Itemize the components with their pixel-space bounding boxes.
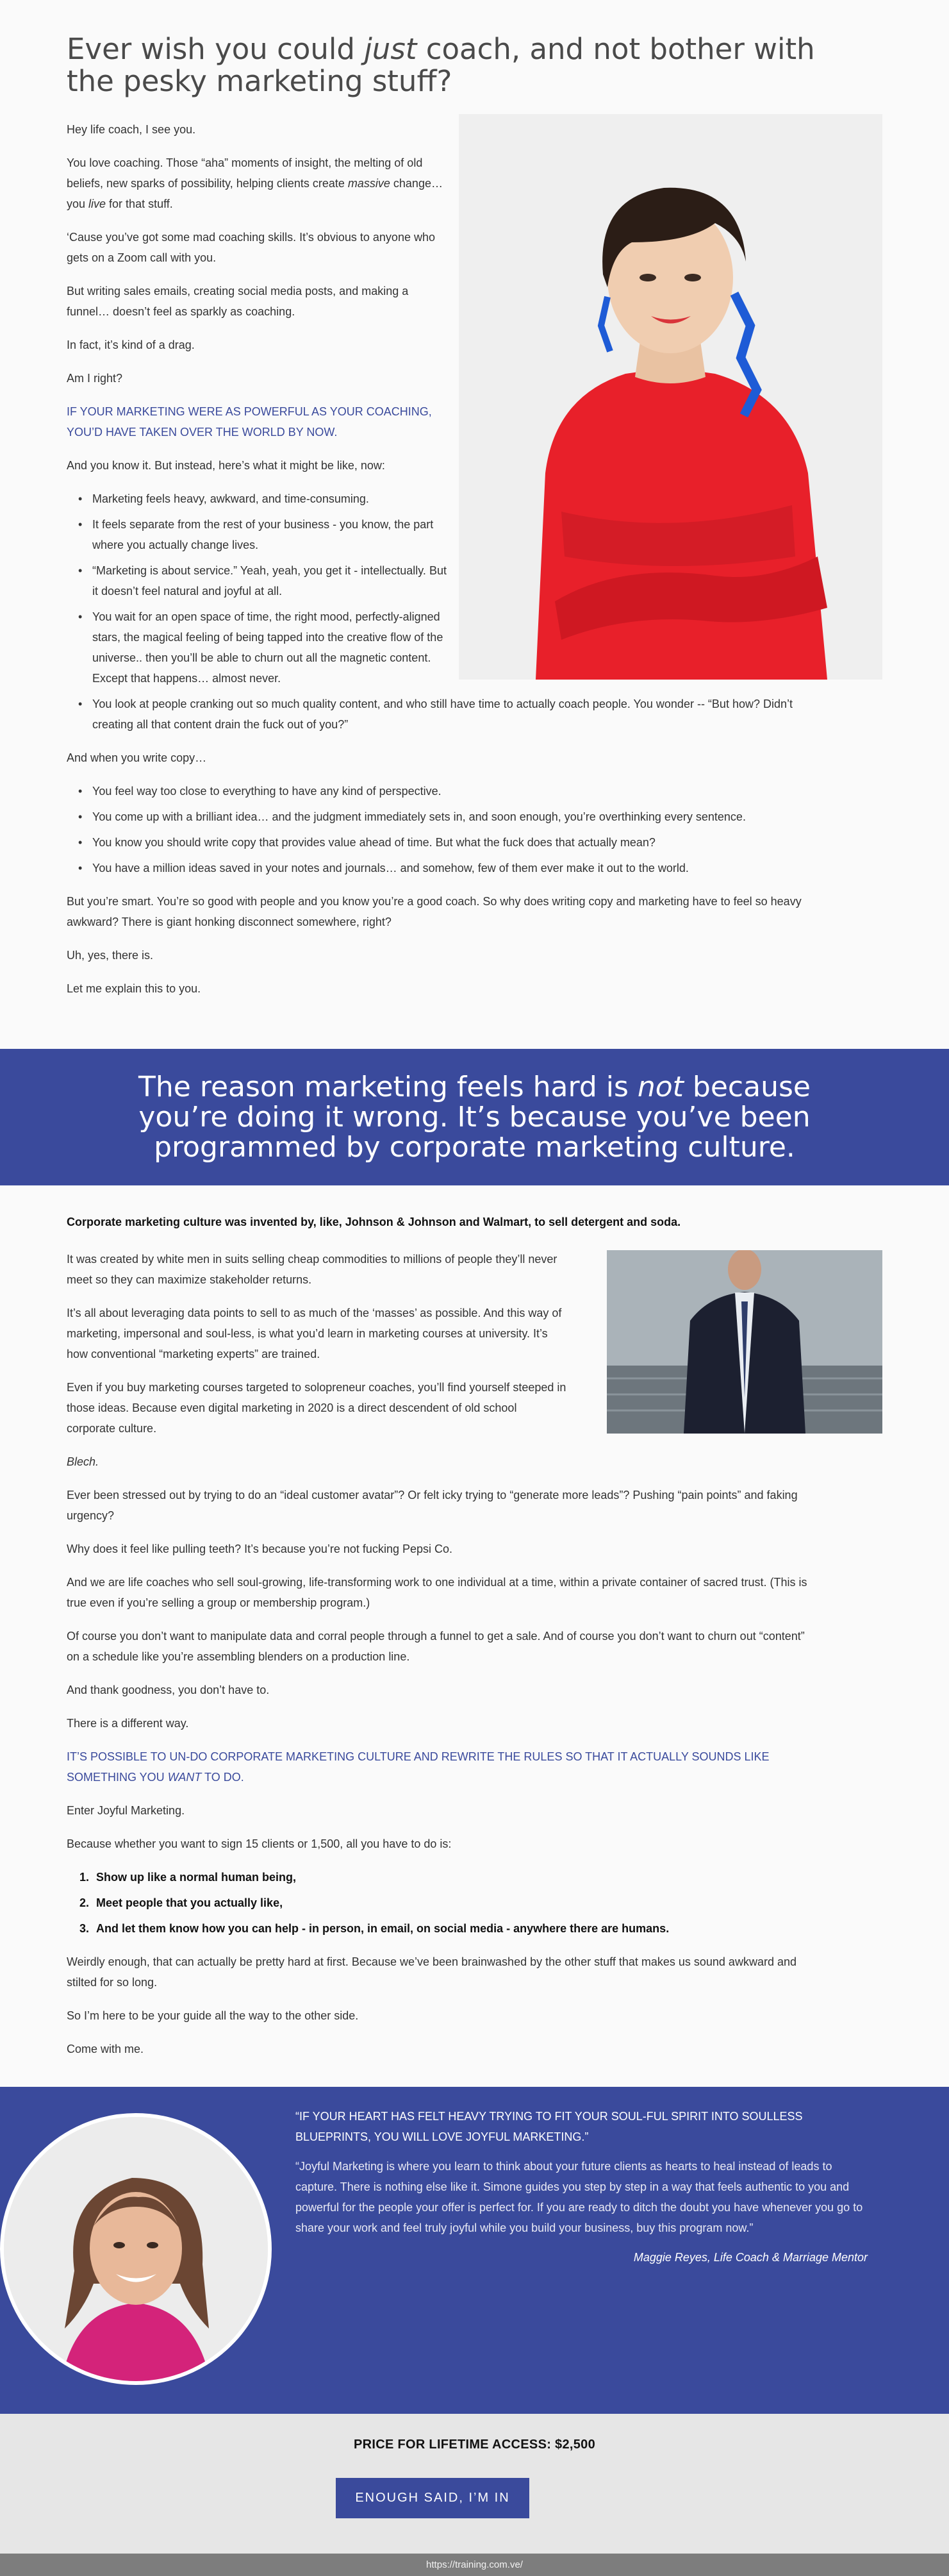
page-title: Ever wish you could just coach, and not bother with the pesky marketing stuff? (67, 32, 815, 98)
paragraph: ‘Cause you’ve got some mad coaching skills. It’s obvious to anyone who gets on a Zoom call with you. (67, 231, 435, 264)
paragraph: You love coaching. Those “aha” moments of insight, the melting of old beliefs, new sparks of possibility, helping clients create massive change… you live for that stuff. (67, 156, 443, 210)
paragraph: And you know it. But instead, here’s what it might be like, now: (67, 459, 385, 472)
testimonial-content (295, 2106, 868, 2268)
testimonial-section (0, 2087, 949, 2414)
paragraph: And we are life coaches who sell soul-growing, life-transforming work to one individual at a time, within a private container of sacred trust. (This is true even if you’re selling a group or membership program.) (67, 1576, 807, 1609)
list-item: 3. And let them know how you can help - in person, in email, on social media - anywhere there are humans. (92, 1918, 816, 1939)
paragraph: But you’re smart. You’re so good with people and you know you’re a good coach. So why does writing copy and marketing have to feel so heavy awkward? There is giant honking disconnect somewhere, right? (67, 895, 802, 928)
price-label: PRICE FOR LIFETIME ACCESS: $2,500 (353, 2438, 595, 2452)
list-item: • You have a million ideas saved in your notes and journals… and somehow, few of them ever make it out to the world. (92, 858, 882, 878)
callout-heading: IT’S POSSIBLE TO UN-DO CORPORATE MARKETING CULTURE AND REWRITE THE RULES SO THAT IT ACTUALLY SOUNDS LIKE SOMETHING YOU WANT TO DO. (67, 1750, 770, 1784)
list-item: 2. Meet people that you actually like, (92, 1893, 816, 1913)
banner-heading: The reason marketing feels hard is not because you’re doing it wrong. It’s because you’ve been programmed by corporate marketing culture. (138, 1071, 811, 1164)
corporate-culture-section (67, 1212, 882, 2072)
list-item: • You feel way too close to everything to have any kind of perspective. (92, 781, 882, 801)
paragraph: Blech. (67, 1455, 99, 1468)
intro-column (67, 119, 451, 476)
list-item: • Marketing feels heavy, awkward, and time-consuming. (92, 489, 451, 509)
testimonial-avatar (0, 2113, 272, 2385)
paragraph: But writing sales emails, creating social media posts, and making a funnel… doesn’t feel as sparkly as coaching. (67, 285, 409, 318)
paragraph: Because whether you want to sign 15 clients or 1,500, all you have to do is: (67, 1837, 452, 1850)
list-item: • You know you should write copy that provides value ahead of time. But what the fuck does that actually mean? (92, 832, 882, 853)
steps-list (67, 1867, 816, 1939)
section-lead: Corporate marketing culture was invented by, like, Johnson & Johnson and Walmart, to sell detergent and soda. (67, 1216, 681, 1228)
pricing-section (0, 2414, 949, 2554)
paragraph: Enter Joyful Marketing. (67, 1804, 185, 1817)
paragraph: There is a different way. (67, 1717, 189, 1730)
copy-pain-list (67, 781, 882, 878)
list-item: • You come up with a brilliant idea… and the judgment immediately sets in, and soon enough, you’re overthinking every sentence. (92, 807, 882, 827)
testimonial-headline: “IF YOUR HEART HAS FELT HEAVY TRYING TO FIT YOUR SOUL-FUL SPIRIT INTO SOULLESS BLUEPRINTS, YOU WILL LOVE JOYFUL MARKETING.” (295, 2110, 803, 2143)
footer-url[interactable]: https://training.com.ve/ (426, 2559, 523, 2570)
paragraph: It’s all about leveraging data points to sell to as much of the ‘masses’ as possible. And this way of marketing, impersonal and soul-less, is what you’d learn in marketing courses at university. It’s how conventional “marketing experts” are trained. (67, 1307, 562, 1360)
coach-portrait-image (459, 114, 882, 680)
paragraph: So I’m here to be your guide all the way to the other side. (67, 2009, 359, 2022)
paragraph: Ever been stressed out by trying to do an “ideal customer avatar”? Or felt icky trying to “generate more leads”? Pushing “pain points” and faking urgency? (67, 1489, 798, 1522)
paragraph: Hey life coach, I see you. (67, 123, 196, 136)
paragraph: Come with me. (67, 2043, 144, 2055)
callout-heading: IF YOUR MARKETING WERE AS POWERFUL AS YOUR COACHING, YOU’D HAVE TAKEN OVER THE WORLD BY NOW. (67, 405, 432, 439)
list-item: • “Marketing is about service.” Yeah, yeah, you get it - intellectually. But it doesn’t feel natural and joyful at all. (92, 560, 451, 601)
testimonial-author: Maggie Reyes, Life Coach & Marriage Mentor (633, 2251, 868, 2264)
paragraph: Weirdly enough, that can actually be pretty hard at first. Because we’ve been brainwashed by the other stuff that makes us sound awkward and stilted for so long. (67, 1955, 796, 1989)
enroll-button[interactable]: ENOUGH SAID, I’M IN (336, 2478, 529, 2518)
paragraph: Even if you buy marketing courses targeted to solopreneur coaches, you’ll find yourself steeped in those ideas. Because even digital marketing in 2020 is a direct descendent of old school corporate culture. (67, 1381, 566, 1435)
testimonial-quote: “Joyful Marketing is where you learn to think about your future clients as hearts to heal instead of leads to capture. There is nothing else like it. Simone guides you step by step in a way that feels authentic to you and powerful for the people your offer is perfect for. If you are ready to ditch the doubt you have whenever you go to share your work and feel truly joyful while you build your business, buy this program now.” (295, 2160, 863, 2234)
list-item: • You look at people cranking out so much quality content, and who still have time to actually coach people. You wonder -- “But how? Didn’t creating all that content drain the fuck out of you?” (92, 694, 829, 735)
paragraph: Am I right? (67, 372, 123, 385)
paragraph: It was created by white men in suits selling cheap commodities to millions of people they’ll never meet so they can maximize stakeholder returns. (67, 1253, 557, 1286)
businessman-image (607, 1250, 882, 1434)
statement-banner (0, 1049, 949, 1185)
list-item: 1. Show up like a normal human being, (92, 1867, 816, 1887)
paragraph: Uh, yes, there is. (67, 949, 154, 962)
paragraph: Let me explain this to you. (67, 982, 201, 995)
footer-url-bar (0, 2554, 949, 2576)
paragraph: Why does it feel like pulling teeth? It’s because you’re not fucking Pepsi Co. (67, 1543, 453, 1555)
intro-section (67, 0, 882, 999)
paragraph: And when you write copy… (67, 751, 207, 764)
paragraph: In fact, it’s kind of a drag. (67, 339, 195, 351)
list-item: • You wait for an open space of time, the right mood, perfectly-aligned stars, the magical feeling of being tapped into the creative flow of the universe.. then you’ll be able to churn out all the magnetic content. Except that happens… almost never. (92, 606, 451, 689)
paragraph: Of course you don’t want to manipulate data and corral people through a funnel to get a sale. And of course you don’t want to churn out “content” on a schedule like you’re assembling blenders on a production line. (67, 1630, 805, 1663)
list-item: • It feels separate from the rest of your business - you know, the part where you actually change lives. (92, 514, 451, 555)
paragraph: And thank goodness, you don’t have to. (67, 1684, 270, 1696)
